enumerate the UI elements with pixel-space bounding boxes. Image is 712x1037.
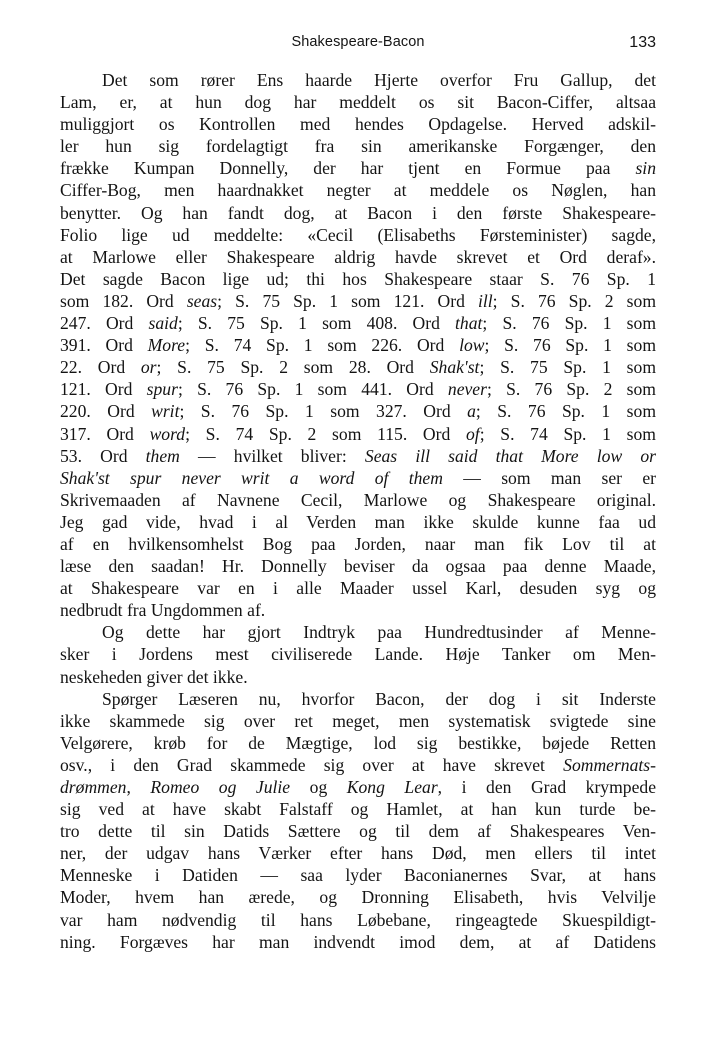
text-line	[60, 643, 656, 665]
italic-text: Sommernats-	[563, 754, 656, 775]
text-segment: ; S. 76 Sp. 1 som	[482, 313, 656, 334]
italic-text: never	[447, 379, 487, 400]
text-segment: Det sagde Bacon lige ud; thi hos Shakespeare staar S. 76 Sp. 1	[60, 268, 656, 289]
text-line	[60, 820, 656, 842]
text-line	[60, 577, 656, 599]
text-segment: ; S. 75 Sp. 1 som 408. Ord	[177, 313, 456, 334]
text-segment: ; S. 76 Sp. 1 som 441. Ord	[177, 379, 448, 400]
text-segment: ,	[126, 777, 151, 797]
italic-text: Seas ill said that More low or	[364, 445, 656, 466]
text-segment: 391. Ord	[60, 335, 148, 356]
text-line	[60, 931, 656, 953]
text-line	[60, 91, 656, 113]
italic-text: writ	[151, 401, 180, 422]
text-line	[60, 909, 656, 931]
text-line	[60, 467, 656, 489]
text-segment: ; S. 75 Sp. 2 som 28. Ord	[156, 357, 430, 378]
text-line	[60, 864, 656, 886]
italic-text: said	[148, 313, 178, 334]
text-segment: neskeheden giver det ikke.	[60, 666, 248, 687]
text-segment: 53. Ord	[60, 445, 146, 466]
text-line	[60, 400, 656, 422]
italic-text: ill	[477, 290, 493, 311]
text-segment: frække Kumpan Donnelly, der har tjent en Formue paa	[60, 158, 636, 179]
text-line	[60, 312, 656, 334]
text-line	[60, 202, 656, 224]
text-line	[60, 113, 656, 135]
text-line	[60, 666, 656, 688]
text-segment: 220. Ord	[60, 401, 152, 422]
text-segment: ; S. 76 Sp. 1 som 327. Ord	[179, 401, 468, 422]
text-segment: ikke skammede sig over ret meget, men systematisk svigtede sine	[60, 710, 656, 731]
text-segment: muliggjort os Kontrollen med hendes Opdagelse. Herved adskil-	[60, 114, 656, 135]
text-segment: , i den Grad krympede	[437, 777, 656, 797]
text-segment: Det som rører Ens haarde Hjerte overfor Fru Gallup, det	[102, 70, 656, 90]
text-segment: var ham nødvendig til hans Løbebane, ringeagtede Skuespildigt-	[60, 909, 656, 930]
italic-text: spur	[146, 379, 178, 400]
text-segment: Menneske i Datiden — saa lyder Baconianernes Svar, at hans	[60, 865, 656, 886]
text-line	[60, 732, 656, 754]
italic-text: More	[147, 335, 186, 356]
text-segment: Og dette har gjort Indtryk paa Hundredtusinder af Menne-	[102, 622, 656, 643]
text-line	[60, 776, 656, 798]
text-segment: — som man ser er	[442, 467, 656, 488]
italic-text: sin	[635, 158, 656, 179]
text-segment: ; S. 74 Sp. 1 som 226. Ord	[185, 335, 460, 356]
running-header	[60, 34, 656, 56]
body-text	[60, 69, 656, 953]
text-line	[60, 555, 656, 577]
text-segment: ; S. 76 Sp. 2 som	[492, 290, 656, 311]
text-segment: osv., i den Grad skammede sig over at have skrevet	[60, 754, 564, 775]
text-segment: tro dette til sin Datids Sættere og til dem af Shakespeares Ven-	[60, 821, 656, 842]
italic-text: Kong Lear	[346, 777, 438, 797]
text-line	[60, 69, 656, 91]
text-line	[60, 268, 656, 290]
text-segment: og	[290, 777, 347, 797]
text-segment: at Shakespeare var en i alle Maader ussel Karl, desuden syg og	[60, 578, 656, 599]
text-line	[60, 334, 656, 356]
italic-text: seas	[186, 290, 218, 311]
text-segment: 121. Ord	[60, 379, 147, 400]
text-line	[60, 599, 656, 621]
text-segment: ; S. 76 Sp. 1 som	[484, 335, 656, 356]
italic-text: low	[459, 335, 485, 356]
text-line	[60, 489, 656, 511]
text-segment: sker i Jordens mest civiliserede Lande. Høje Tanker om Men-	[60, 644, 656, 665]
text-line	[60, 157, 656, 179]
text-line	[60, 754, 656, 776]
text-segment: ; S. 76 Sp. 2 som	[486, 379, 656, 400]
text-segment: ner, der udgav hans Værker efter hans Død, men ellers til intet	[60, 843, 656, 864]
text-segment: at Marlowe eller Shakespeare aldrig havde skrevet et Ord deraf».	[60, 246, 656, 267]
text-segment: ; S. 74 Sp. 2 som 115. Ord	[185, 423, 466, 444]
text-segment: Velgørere, krøb for de Mægtige, lod sig bestikke, bøjede Retten	[60, 732, 656, 753]
text-segment: Jeg gad vide, hvad i al Verden man ikke skulde kunne faa ud	[60, 511, 656, 532]
text-line	[60, 445, 656, 467]
text-line	[60, 378, 656, 400]
italic-text: Romeo og Julie	[150, 777, 291, 797]
italic-text: them	[145, 445, 180, 466]
text-line	[60, 290, 656, 312]
text-segment: af en hvilkensomhelst Bog paa Jorden, naar man fik Lov til at	[60, 533, 656, 554]
text-line	[60, 224, 656, 246]
text-line	[60, 533, 656, 555]
italic-text: or	[140, 357, 157, 378]
text-segment: Spørger Læseren nu, hvorfor Bacon, der dog i sit Inderste	[102, 688, 656, 709]
italic-text: Shak'st	[429, 357, 480, 378]
text-line	[60, 621, 656, 643]
italic-text: word	[149, 423, 186, 444]
text-line	[60, 842, 656, 864]
text-line	[60, 356, 656, 378]
text-segment: 22. Ord	[60, 357, 141, 378]
italic-text: drømmen	[60, 777, 127, 797]
text-line	[60, 886, 656, 908]
text-segment: 247. Ord	[60, 313, 149, 334]
text-segment: ; S. 75 Sp. 1 som	[479, 357, 656, 378]
text-segment: Ciffer-Bog, men haardnakket negter at meddele os Nøglen, han	[60, 180, 656, 201]
italic-text: of	[466, 423, 480, 444]
text-segment: 317. Ord	[60, 423, 150, 444]
text-segment: sig ved at have skabt Falstaff og Hamlet, at han kun turde be-	[60, 799, 656, 820]
text-segment: ler hun sig fordelagtigt fra sin amerikanske Forgænger, den	[60, 136, 656, 157]
text-segment: nedbrudt fra Ungdommen af.	[60, 600, 266, 621]
text-line	[60, 511, 656, 533]
text-line	[60, 798, 656, 820]
text-segment: Skrivemaaden af Navnene Cecil, Marlowe og Shakespeare original.	[60, 489, 656, 510]
text-segment: som 182. Ord	[60, 290, 187, 311]
text-line	[60, 246, 656, 268]
text-segment: læse den saadan! Hr. Donnelly beviser da ogsaa paa denne Maade,	[60, 556, 656, 577]
page-number: 133	[629, 34, 656, 51]
text-line	[60, 688, 656, 710]
text-segment: — hvilket bliver:	[179, 445, 365, 466]
text-segment: Lam, er, at hun dog har meddelt os sit Bacon-Ciffer, altsaa	[60, 92, 656, 113]
text-segment: ning. Forgæves har man indvendt imod dem, at af Datidens	[60, 931, 656, 952]
text-segment: Folio lige ud meddelte: «Cecil (Elisabeths Førsteminister) sagde,	[60, 224, 656, 245]
running-title: Shakespeare-Bacon	[291, 34, 425, 50]
text-segment: Moder, hvem han ærede, og Dronning Elisabeth, hvis Velvilje	[60, 887, 656, 908]
text-segment: ; S. 75 Sp. 1 som 121. Ord	[217, 290, 478, 311]
text-line	[60, 135, 656, 157]
italic-text: Shak'st spur never writ a word of them	[60, 467, 443, 488]
italic-text: a	[467, 401, 476, 422]
text-segment: benytter. Og han fandt dog, at Bacon i den første Shakespeare-	[60, 202, 656, 223]
text-line	[60, 423, 656, 445]
text-segment: ; S. 74 Sp. 1 som	[479, 423, 656, 444]
text-line	[60, 179, 656, 201]
italic-text: that	[455, 313, 483, 334]
text-line	[60, 710, 656, 732]
text-segment: ; S. 76 Sp. 1 som	[475, 401, 656, 422]
